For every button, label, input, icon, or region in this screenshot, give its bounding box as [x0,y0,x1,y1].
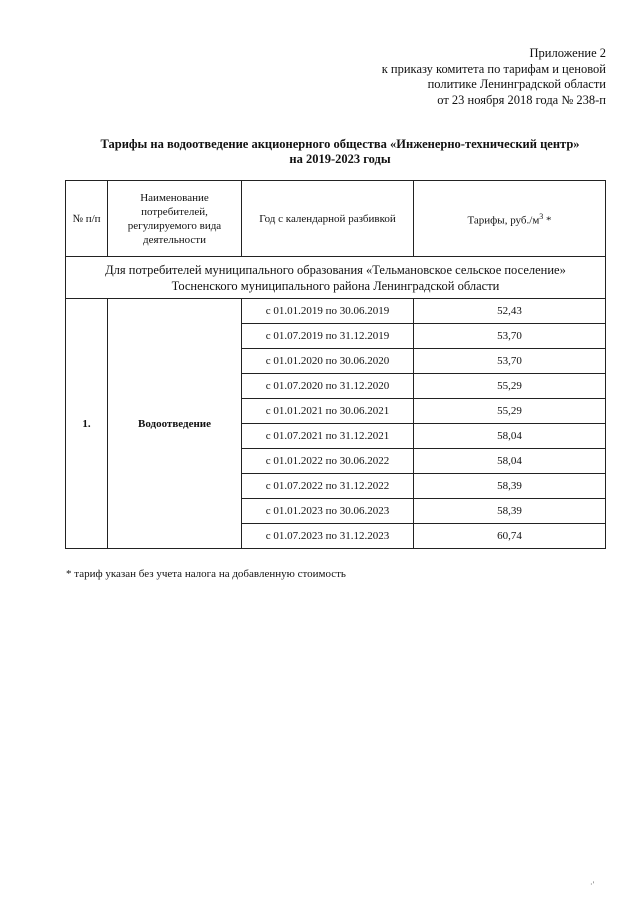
header-tariff-star: * [543,214,552,227]
appendix-block [382,46,606,108]
tariff-value-cell: 55,29 [414,374,606,399]
document-title [40,137,640,167]
region-cell [66,257,606,299]
tariff-value-cell: 52,43 [414,299,606,324]
tariff-value-cell: 55,29 [414,399,606,424]
period-cell: с 01.01.2023 по 30.06.2023 [242,499,414,524]
period-cell: с 01.07.2023 по 31.12.2023 [242,524,414,549]
title-line: Тарифы на водоотведение акционерного общества «Инженерно-технический центр» [100,137,580,151]
region-line: Тосненского муниципального района Ленинградской области [171,278,500,293]
tariff-value-cell: 53,70 [414,324,606,349]
header-name: Наименование потребителей, регулируемого вида деятельности [108,181,242,257]
appendix-line: Приложение 2 [529,46,606,60]
stray-mark: ·' [590,880,595,889]
header-tariff-sup: 3 [539,211,544,221]
appendix-line: от 23 ноября 2018 года № 238-п [437,92,606,107]
header-tariff [414,181,606,257]
title-line: на 2019-2023 годы [289,152,391,166]
period-cell: с 01.01.2022 по 30.06.2022 [242,449,414,474]
tariff-value-cell: 58,04 [414,424,606,449]
table-row [66,299,606,324]
period-cell: с 01.07.2019 по 31.12.2019 [242,324,414,349]
row-number: 1. [66,299,108,549]
period-cell: с 01.01.2019 по 30.06.2019 [242,299,414,324]
service-name: Водоотведение [108,299,242,549]
tariffs-table [65,180,606,549]
tariff-value-cell: 58,39 [414,474,606,499]
tariff-value-cell: 58,04 [414,449,606,474]
period-rows [66,299,606,549]
period-cell: с 01.07.2022 по 31.12.2022 [242,474,414,499]
header-tariff-label: Тарифы, руб./м [467,214,540,227]
appendix-line: к приказу комитета по тарифам и ценовой [381,61,606,76]
period-cell: с 01.07.2021 по 31.12.2021 [242,424,414,449]
tariff-value-cell: 58,39 [414,499,606,524]
footnote: * тариф указан без учета налога на добавленную стоимость [66,568,346,580]
period-cell: с 01.07.2020 по 31.12.2020 [242,374,414,399]
tariff-value-cell: 60,74 [414,524,606,549]
period-cell: с 01.01.2020 по 30.06.2020 [242,349,414,374]
tariff-value-cell: 53,70 [414,349,606,374]
period-cell: с 01.01.2021 по 30.06.2021 [242,399,414,424]
table-header-row [66,181,606,257]
region-line: Для потребителей муниципального образования «Тельмановское сельское поселение» [105,262,566,277]
header-num: № п/п [66,181,108,257]
region-row [66,257,606,299]
appendix-line: политике Ленинградской области [427,77,606,91]
header-year: Год с календарной разбивкой [242,181,414,257]
